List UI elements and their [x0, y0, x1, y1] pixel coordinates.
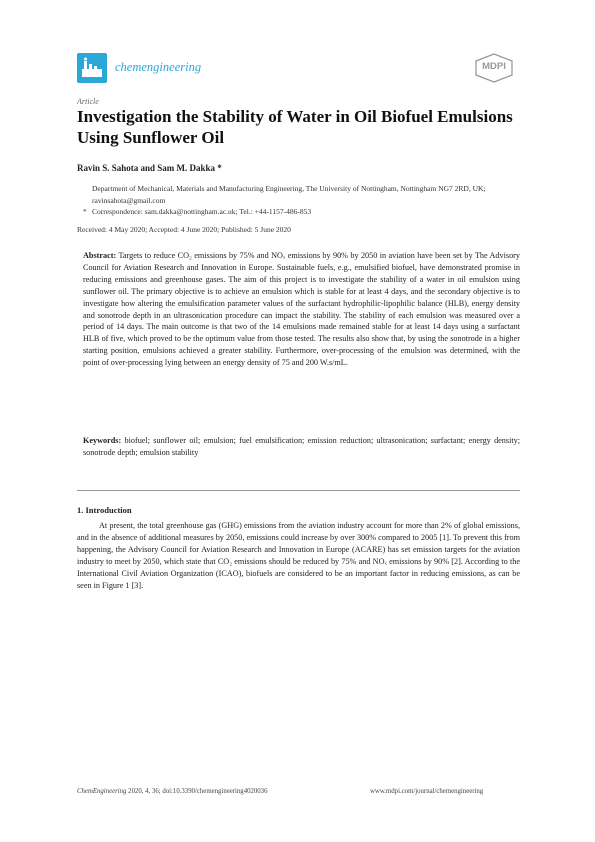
keywords-label: Keywords: — [83, 436, 122, 445]
abstract-text: Targets to reduce CO₂ emissions by 75% and NOₓ emissions by 90% by 2050 in aviation have been set by The Advisory Council for Aviation Research and Innovation in Europe. Sustainable fuels, e.g., emulsified biofuel, have demonstrated promise in reducing emissions and greenhouse gases. The aim of this project is to investigate the stability of a water in oil emulsion using sunflower oil. The primary objective is to achieve an emulsion which is stable for at least 4 days, and the secondary objective is to investigate how altering the emulsification parameter values of the surfactant hydrophilic-lipophilic balance (HLB), energy density and sonotrode depth in an ultrasonication procedure can impact the stability. The stability of each emulsion was measured over a period of 14 days. The main outcome is that two of the 14 emulsions made remained stable for at least 14 days using a surfactant HLB of five, which proved to be the optimum value from those tested. The results also show that, by using the sonotrode in a higher starting position, emulsions achieved a greater stability. Furthermore, over-processing of the emulsion was determined, with the point of over-processing lying between an energy density of 75 and 200 W.s/mL. — [83, 251, 520, 368]
correspondence-marker: * — [83, 207, 87, 216]
factory-icon — [77, 53, 107, 83]
affiliation: Department of Mechanical, Materials and Manufacturing Engineering, The University of Nottingham, Nottingham NG7 2RD, UK; ravinsahota@gmail.com — [92, 184, 486, 205]
intro-paragraph: At present, the total greenhouse gas (GHG) emissions from the aviation industry account for more than 2% of global emissions, and in the absence of additional measures by 2050, emissions could increase by over 300% compared to 2005 [1]. To prevent this from happening, the Advisory Council for Aviation Research and Innovation in Europe (ACARE) has set emission targets for the aviation industry to meet by 2050, which state that CO₂ emissions should be reduced by 75% and NOₓ emissions by 90% [2]. According to the International Civil Aviation Organization (ICAO), biofuels are considered to be an important factor in reducing emissions, as can be seen in Figure 1 [3]. — [77, 521, 520, 590]
journal-logo — [77, 53, 107, 83]
footer-journal: ChemEngineering — [77, 788, 127, 795]
abstract-label: Abstract: — [83, 251, 117, 260]
author-list: Ravin S. Sahota and Sam M. Dakka * — [77, 163, 222, 173]
publication-dates: Received: 4 May 2020; Accepted: 4 June 2020; Published: 5 June 2020 — [77, 225, 291, 234]
section-heading: 1. Introduction — [77, 505, 132, 515]
keywords-text: biofuel; sunflower oil; emulsion; fuel emulsification; emission reduction; ultrasonication; surfactant; energy density; sonotrode depth; emulsion stability — [83, 436, 521, 457]
footer-url[interactable]: www.mdpi.com/journal/chemengineering — [370, 788, 484, 795]
footer-citation-text: 2020, 4, 36; doi:10.3390/chemengineering4020036 — [126, 788, 268, 795]
correspondence: Correspondence: sam.dakka@nottingham.ac.uk; Tel.: +44-1157-486-853 — [92, 207, 312, 216]
mdpi-logo-text: MDPI — [482, 61, 506, 72]
footer-citation — [77, 788, 267, 795]
journal-name: chemengineering — [115, 60, 202, 74]
abstract — [83, 250, 520, 369]
article-type: Article — [77, 97, 99, 106]
section-divider — [77, 490, 520, 491]
mdpi-logo — [473, 53, 515, 83]
keywords — [83, 435, 520, 459]
article-title: Investigation the Stability of Water in Oil Biofuel Emulsions Using Sunflower Oil — [77, 107, 513, 147]
